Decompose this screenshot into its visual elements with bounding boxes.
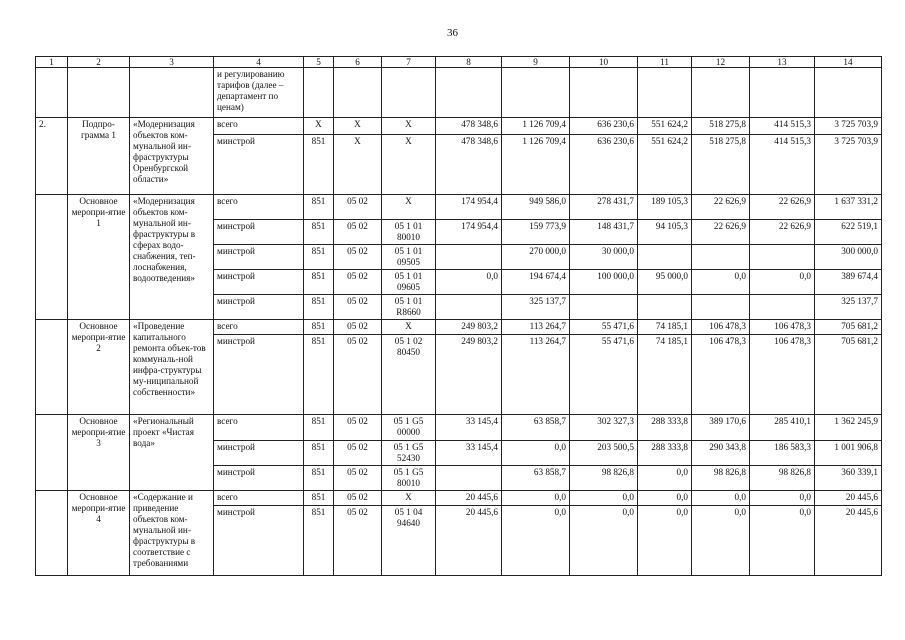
cell bbox=[36, 68, 68, 118]
value-cell: 551 624,2 bbox=[638, 135, 692, 195]
value-cell: 1 126 709,4 bbox=[502, 135, 570, 195]
value-cell: 98 826,8 bbox=[750, 466, 815, 491]
value-cell: 98 826,8 bbox=[692, 466, 750, 491]
executor-cell: и регулированию тарифов (далее – департамент по ценам) bbox=[214, 68, 304, 118]
subsection-cell: X bbox=[334, 118, 382, 135]
value-cell bbox=[692, 295, 750, 320]
col-number: 5 bbox=[304, 57, 334, 68]
value-cell: 30 000,0 bbox=[570, 245, 638, 270]
value-cell: 22 626,9 bbox=[692, 195, 750, 220]
value-cell: 288 333,8 bbox=[638, 441, 692, 466]
value-cell: 290 343,8 bbox=[692, 441, 750, 466]
value-cell: 174 954,4 bbox=[436, 220, 502, 245]
value-cell: 106 478,3 bbox=[692, 320, 750, 335]
cell bbox=[815, 68, 882, 118]
section-cell: 851 bbox=[304, 195, 334, 220]
total-cell: 1 362 245,9 bbox=[815, 415, 882, 441]
value-cell: 203 500,5 bbox=[570, 441, 638, 466]
value-cell: 414 515,3 bbox=[750, 118, 815, 135]
col-number: 8 bbox=[436, 57, 502, 68]
col-number: 6 bbox=[334, 57, 382, 68]
row-number-cell bbox=[36, 320, 68, 415]
cell bbox=[382, 68, 436, 118]
table-row bbox=[36, 118, 882, 135]
subsection-cell: 05 02 bbox=[334, 506, 382, 576]
value-cell: 22 626,9 bbox=[692, 220, 750, 245]
column-number-row bbox=[36, 57, 882, 68]
value-cell bbox=[750, 295, 815, 320]
value-cell: 0,0 bbox=[638, 506, 692, 576]
continuation-row bbox=[36, 68, 882, 118]
table-row bbox=[36, 195, 882, 220]
col-number: 11 bbox=[638, 57, 692, 68]
subsection-cell: X bbox=[334, 135, 382, 195]
target-article-cell: 05 1 G5 52430 bbox=[382, 441, 436, 466]
subsection-cell: 05 02 bbox=[334, 270, 382, 295]
value-cell bbox=[436, 245, 502, 270]
value-cell: 0,0 bbox=[436, 270, 502, 295]
col-number: 10 bbox=[570, 57, 638, 68]
row-number-cell bbox=[36, 415, 68, 491]
executor-cell: минстрой bbox=[214, 270, 304, 295]
section-cell: X bbox=[304, 118, 334, 135]
status-cell: Подпро-грамма 1 bbox=[68, 118, 130, 195]
value-cell: 1 126 709,4 bbox=[502, 118, 570, 135]
col-number: 12 bbox=[692, 57, 750, 68]
value-cell: 0,0 bbox=[570, 506, 638, 576]
program-name-cell: «Региональный проект «Чистая вода» bbox=[130, 415, 214, 491]
subsection-cell: 05 02 bbox=[334, 320, 382, 335]
target-article-cell: 05 1 01 R8660 bbox=[382, 295, 436, 320]
total-cell: 360 339,1 bbox=[815, 466, 882, 491]
value-cell: 95 000,0 bbox=[638, 270, 692, 295]
executor-cell: минстрой bbox=[214, 135, 304, 195]
value-cell: 0,0 bbox=[750, 270, 815, 295]
value-cell bbox=[750, 245, 815, 270]
section-cell: 851 bbox=[304, 320, 334, 335]
target-article-cell: 05 1 01 09605 bbox=[382, 270, 436, 295]
value-cell: 249 803,2 bbox=[436, 335, 502, 415]
row-number-cell bbox=[36, 195, 68, 320]
executor-cell: минстрой bbox=[214, 506, 304, 576]
value-cell: 106 478,3 bbox=[692, 335, 750, 415]
value-cell: 106 478,3 bbox=[750, 320, 815, 335]
col-number: 1 bbox=[36, 57, 68, 68]
cell bbox=[130, 68, 214, 118]
value-cell: 518 275,8 bbox=[692, 118, 750, 135]
section-cell: 851 bbox=[304, 295, 334, 320]
page-number: 36 bbox=[447, 27, 458, 39]
total-cell: 325 137,7 bbox=[815, 295, 882, 320]
value-cell: 0,0 bbox=[570, 491, 638, 506]
section-cell: 851 bbox=[304, 506, 334, 576]
table-row bbox=[36, 491, 882, 506]
total-cell: 20 445,6 bbox=[815, 491, 882, 506]
value-cell: 98 826,8 bbox=[570, 466, 638, 491]
value-cell: 33 145,4 bbox=[436, 415, 502, 441]
executor-cell: минстрой bbox=[214, 220, 304, 245]
target-article-cell: 05 1 G5 80010 bbox=[382, 466, 436, 491]
col-number: 13 bbox=[750, 57, 815, 68]
program-name-cell: «Проведение капитального ремонта объек-тов коммуналь-ной инфра-структуры му-ниципальной собственности» bbox=[130, 320, 214, 415]
cell bbox=[638, 68, 692, 118]
cell bbox=[692, 68, 750, 118]
executor-cell: минстрой bbox=[214, 466, 304, 491]
subsection-cell: 05 02 bbox=[334, 195, 382, 220]
value-cell: 0,0 bbox=[692, 270, 750, 295]
subsection-cell: 05 02 bbox=[334, 441, 382, 466]
total-cell: 20 445,6 bbox=[815, 506, 882, 576]
executor-cell: минстрой bbox=[214, 335, 304, 415]
status-cell: Основное меропри-ятие 4 bbox=[68, 491, 130, 576]
subsection-cell: 05 02 bbox=[334, 220, 382, 245]
value-cell: 636 230,6 bbox=[570, 118, 638, 135]
value-cell bbox=[638, 245, 692, 270]
section-cell: 851 bbox=[304, 135, 334, 195]
value-cell: 22 626,9 bbox=[750, 195, 815, 220]
value-cell: 33 145,4 bbox=[436, 441, 502, 466]
cell bbox=[502, 68, 570, 118]
value-cell: 106 478,3 bbox=[750, 335, 815, 415]
cell bbox=[750, 68, 815, 118]
value-cell: 0,0 bbox=[692, 491, 750, 506]
target-article-cell: 05 1 04 94640 bbox=[382, 506, 436, 576]
section-cell: 851 bbox=[304, 270, 334, 295]
cell bbox=[436, 68, 502, 118]
total-cell: 300 000,0 bbox=[815, 245, 882, 270]
value-cell: 285 410,1 bbox=[750, 415, 815, 441]
value-cell: 478 348,6 bbox=[436, 118, 502, 135]
subsection-cell: 05 02 bbox=[334, 466, 382, 491]
cell bbox=[304, 68, 334, 118]
value-cell: 55 471,6 bbox=[570, 320, 638, 335]
value-cell: 302 327,3 bbox=[570, 415, 638, 441]
value-cell: 174 954,4 bbox=[436, 195, 502, 220]
budget-table bbox=[35, 56, 882, 576]
section-cell: 851 bbox=[304, 220, 334, 245]
value-cell bbox=[638, 295, 692, 320]
program-name-cell: «Модернизация объектов ком-мунальной ин-фраструктуры Оренбургской области» bbox=[130, 118, 214, 195]
value-cell: 0,0 bbox=[692, 506, 750, 576]
value-cell: 63 858,7 bbox=[502, 466, 570, 491]
section-cell: 851 bbox=[304, 441, 334, 466]
col-number: 4 bbox=[214, 57, 304, 68]
subsection-cell: 05 02 bbox=[334, 491, 382, 506]
cell bbox=[68, 68, 130, 118]
value-cell: 113 264,7 bbox=[502, 335, 570, 415]
value-cell: 325 137,7 bbox=[502, 295, 570, 320]
value-cell bbox=[436, 466, 502, 491]
total-cell: 622 519,1 bbox=[815, 220, 882, 245]
section-cell: 851 bbox=[304, 415, 334, 441]
total-cell: 3 725 703,9 bbox=[815, 118, 882, 135]
value-cell: 194 674,4 bbox=[502, 270, 570, 295]
executor-cell: минстрой bbox=[214, 441, 304, 466]
value-cell: 100 000,0 bbox=[570, 270, 638, 295]
value-cell bbox=[692, 245, 750, 270]
table-row bbox=[36, 320, 882, 335]
executor-cell: всего bbox=[214, 118, 304, 135]
target-article-cell: 05 1 02 80450 bbox=[382, 335, 436, 415]
row-number-cell: 2. bbox=[36, 118, 68, 195]
total-cell: 705 681,2 bbox=[815, 320, 882, 335]
value-cell: 278 431,7 bbox=[570, 195, 638, 220]
cell bbox=[334, 68, 382, 118]
total-cell: 389 674,4 bbox=[815, 270, 882, 295]
value-cell: 0,0 bbox=[502, 491, 570, 506]
value-cell: 0,0 bbox=[638, 466, 692, 491]
target-article-cell: X bbox=[382, 491, 436, 506]
value-cell: 148 431,7 bbox=[570, 220, 638, 245]
subsection-cell: 05 02 bbox=[334, 335, 382, 415]
program-name-cell: «Модернизация объектов ком-мунальной ин-фраструктуры в сферах водо-снабжения, теп-лоснабжения, водоотведения» bbox=[130, 195, 214, 320]
executor-cell: минстрой bbox=[214, 295, 304, 320]
value-cell: 113 264,7 bbox=[502, 320, 570, 335]
value-cell: 949 586,0 bbox=[502, 195, 570, 220]
status-cell: Основное меропри-ятие 1 bbox=[68, 195, 130, 320]
section-cell: 851 bbox=[304, 335, 334, 415]
status-cell: Основное меропри-ятие 3 bbox=[68, 415, 130, 491]
value-cell: 551 624,2 bbox=[638, 118, 692, 135]
target-article-cell: 05 1 01 09505 bbox=[382, 245, 436, 270]
value-cell: 270 000,0 bbox=[502, 245, 570, 270]
executor-cell: всего bbox=[214, 491, 304, 506]
value-cell: 478 348,6 bbox=[436, 135, 502, 195]
section-cell: 851 bbox=[304, 491, 334, 506]
total-cell: 3 725 703,9 bbox=[815, 135, 882, 195]
target-article-cell: X bbox=[382, 118, 436, 135]
target-article-cell: 05 1 01 80010 bbox=[382, 220, 436, 245]
subsection-cell: 05 02 bbox=[334, 295, 382, 320]
target-article-cell: X bbox=[382, 195, 436, 220]
section-cell: 851 bbox=[304, 245, 334, 270]
col-number: 7 bbox=[382, 57, 436, 68]
subsection-cell: 05 02 bbox=[334, 415, 382, 441]
status-cell: Основное меропри-ятие 2 bbox=[68, 320, 130, 415]
value-cell: 0,0 bbox=[502, 441, 570, 466]
total-cell: 1 637 331,2 bbox=[815, 195, 882, 220]
section-cell: 851 bbox=[304, 466, 334, 491]
total-cell: 705 681,2 bbox=[815, 335, 882, 415]
value-cell: 0,0 bbox=[638, 491, 692, 506]
value-cell: 159 773,9 bbox=[502, 220, 570, 245]
col-number: 3 bbox=[130, 57, 214, 68]
value-cell: 74 185,1 bbox=[638, 335, 692, 415]
value-cell: 20 445,6 bbox=[436, 491, 502, 506]
value-cell: 186 583,3 bbox=[750, 441, 815, 466]
target-article-cell: X bbox=[382, 135, 436, 195]
executor-cell: всего bbox=[214, 320, 304, 335]
value-cell bbox=[436, 295, 502, 320]
row-number-cell bbox=[36, 491, 68, 576]
value-cell: 189 105,3 bbox=[638, 195, 692, 220]
value-cell: 74 185,1 bbox=[638, 320, 692, 335]
target-article-cell: X bbox=[382, 320, 436, 335]
value-cell: 414 515,3 bbox=[750, 135, 815, 195]
value-cell: 0,0 bbox=[750, 506, 815, 576]
table-row bbox=[36, 415, 882, 441]
col-number: 14 bbox=[815, 57, 882, 68]
executor-cell: всего bbox=[214, 195, 304, 220]
value-cell: 0,0 bbox=[502, 506, 570, 576]
col-number: 9 bbox=[502, 57, 570, 68]
value-cell: 636 230,6 bbox=[570, 135, 638, 195]
target-article-cell: 05 1 G5 00000 bbox=[382, 415, 436, 441]
value-cell: 249 803,2 bbox=[436, 320, 502, 335]
value-cell: 288 333,8 bbox=[638, 415, 692, 441]
value-cell: 22 626,9 bbox=[750, 220, 815, 245]
subsection-cell: 05 02 bbox=[334, 245, 382, 270]
value-cell bbox=[570, 295, 638, 320]
total-cell: 1 001 906,8 bbox=[815, 441, 882, 466]
value-cell: 55 471,6 bbox=[570, 335, 638, 415]
executor-cell: всего bbox=[214, 415, 304, 441]
value-cell: 389 170,6 bbox=[692, 415, 750, 441]
cell bbox=[570, 68, 638, 118]
col-number: 2 bbox=[68, 57, 130, 68]
value-cell: 0,0 bbox=[750, 491, 815, 506]
value-cell: 94 105,3 bbox=[638, 220, 692, 245]
value-cell: 20 445,6 bbox=[436, 506, 502, 576]
executor-cell: минстрой bbox=[214, 245, 304, 270]
value-cell: 518 275,8 bbox=[692, 135, 750, 195]
program-name-cell: «Содержание и приведение объектов ком-мунальной ин-фраструктуры в соответствие с требованиями bbox=[130, 491, 214, 576]
value-cell: 63 858,7 bbox=[502, 415, 570, 441]
